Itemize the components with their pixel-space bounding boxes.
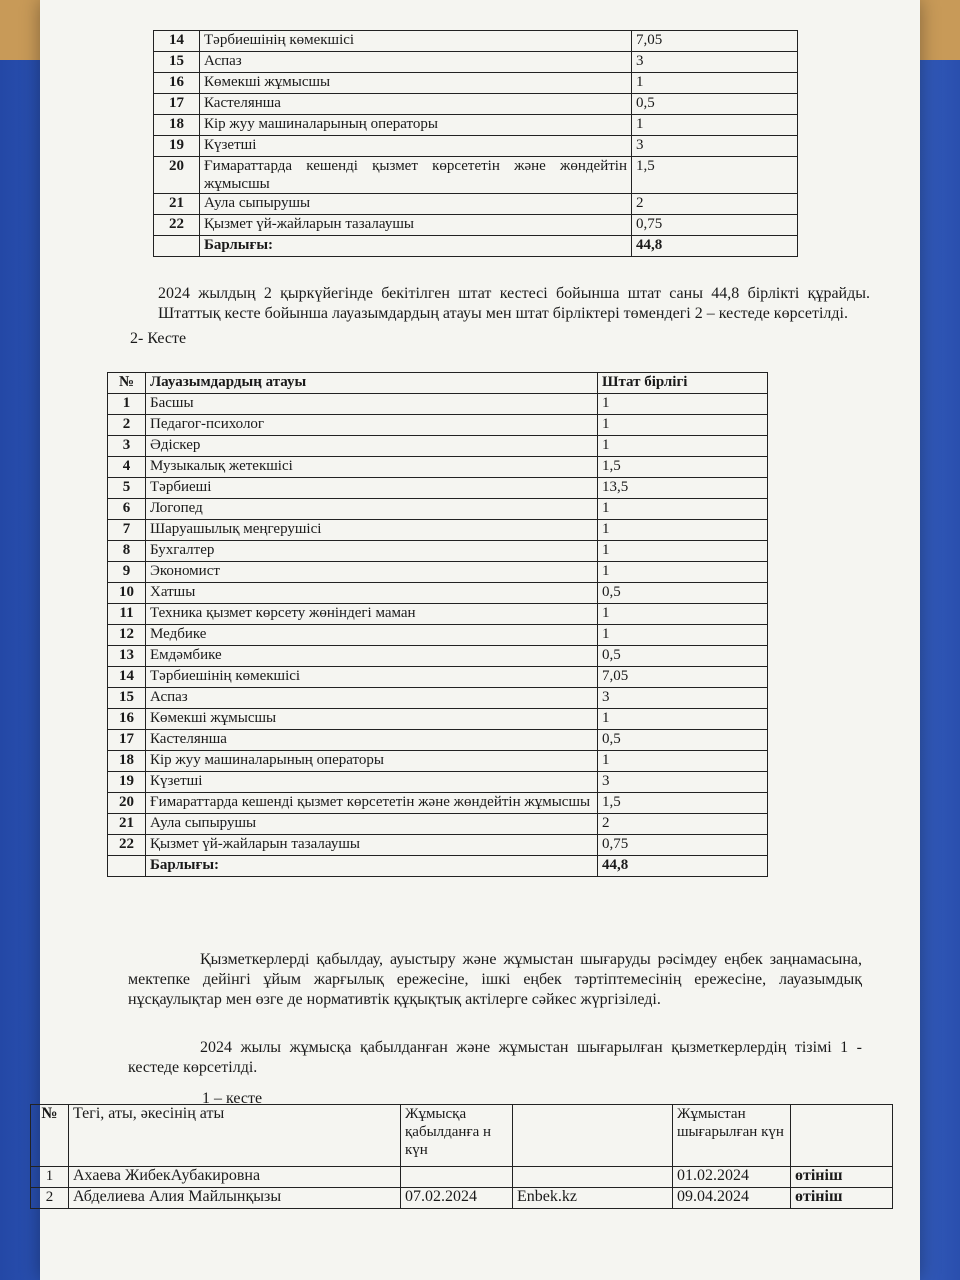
table-row: 20 Ғимараттарда кешенді қызмет көрсететін және жөндейтін жұмысшы 1,5 xyxy=(154,157,798,194)
table-row: 15 Аспаз 3 xyxy=(154,52,798,73)
table-1-caption: 1 – кесте xyxy=(202,1090,263,1107)
table-row: 3 Әдіскер 1 xyxy=(108,436,768,457)
table-row: 2 Абделиева Алия Майлынқызы 07.02.2024 Enbek.kz 09.04.2024 өтініш xyxy=(31,1188,893,1209)
staff-count-paragraph: 2024 жылдың 2 қыркүйегінде бекітілген штат кестесі бойынша штат саны 44,8 бірлікті құрайды. Штаттық кесте бойынша лауазымдардың атауы мен штат бірліктері төмендегі 2 – кестеде көрсетілді. xyxy=(158,285,870,322)
table-row: 2 Педагог-психолог 1 xyxy=(108,415,768,436)
table-row: 20 Ғимараттарда кешенді қызмет көрсететін және жөндейтін жұмысшы 1,5 xyxy=(108,793,768,814)
table-row: 14 Тәрбиешінің көмекшісі 7,05 xyxy=(154,31,798,52)
table-header-row: № Тегі, аты, әкесінің аты Жұмысқа қабылданға н күн Жұмыстан шығарылған күн xyxy=(31,1105,893,1167)
table-row: 1 Ахаева ЖибекАубакировна 01.02.2024 өтініш xyxy=(31,1167,893,1188)
table-row: 18 Кір жуу машиналарының операторы 1 xyxy=(154,115,798,136)
table-row: 11 Техника қызмет көрсету жөніндегі маман 1 xyxy=(108,604,768,625)
table-row: 7 Шаруашылық меңгерушісі 1 xyxy=(108,520,768,541)
table-row: 13 Емдәмбике 0,5 xyxy=(108,646,768,667)
table-total-row: Барлығы: 44,8 xyxy=(108,856,768,877)
table-row: 1 Басшы 1 xyxy=(108,394,768,415)
table-row: 4 Музыкалық жетекшісі 1,5 xyxy=(108,457,768,478)
table-row: 10 Хатшы 0,5 xyxy=(108,583,768,604)
table-header-row: № Лауазымдардың атауы Штат бірлігі xyxy=(108,373,768,394)
table-row: 21 Аула сыпырушы 2 xyxy=(108,814,768,835)
table-row: 9 Экономист 1 xyxy=(108,562,768,583)
hiring-rules-paragraph: Қызметкерлерді қабылдау, ауыстыру және жұмыстан шығаруды рәсімдеу еңбек заңнамасына, мектепке дейінгі ұйым жарғылық ережесіне, ішкі еңбек тәртіптемесінің ережесіне, лауазымдық нұсқаулықтар мен өзге де нормативтік құқықтық актілерге сәйкес жүргізіледі. xyxy=(128,951,862,1008)
table-2-caption: 2- Кесте xyxy=(130,330,187,347)
table-row: 18 Кір жуу машиналарының операторы 1 xyxy=(108,751,768,772)
table-row: 22 Қызмет үй-жайларын тазалаушы 0,75 xyxy=(154,215,798,236)
table-total-row: Барлығы: 44,8 xyxy=(154,236,798,257)
document-page xyxy=(40,0,920,1280)
table-row: 15 Аспаз 3 xyxy=(108,688,768,709)
staff-table-2 xyxy=(107,372,768,877)
table-row: 17 Кастелянша 0,5 xyxy=(108,730,768,751)
table-row: 19 Күзетші 3 xyxy=(154,136,798,157)
table-row: 5 Тәрбиеші 13,5 xyxy=(108,478,768,499)
table-row: 6 Логопед 1 xyxy=(108,499,768,520)
table-row: 16 Көмекші жұмысшы 1 xyxy=(154,73,798,94)
table-row: 12 Медбике 1 xyxy=(108,625,768,646)
staff-table-continued xyxy=(153,30,798,257)
employee-list-paragraph: 2024 жылы жұмысқа қабылданған және жұмыстан шығарылған қызметкерлердің тізімі 1 - кестеде көрсетілді. xyxy=(128,1039,862,1076)
table-row: 22 Қызмет үй-жайларын тазалаушы 0,75 xyxy=(108,835,768,856)
table-row: 8 Бухгалтер 1 xyxy=(108,541,768,562)
hired-dismissed-table xyxy=(30,1104,893,1209)
table-row: 17 Кастелянша 0,5 xyxy=(154,94,798,115)
table-row: 21 Аула сыпырушы 2 xyxy=(154,194,798,215)
table-row: 16 Көмекші жұмысшы 1 xyxy=(108,709,768,730)
table-row: 14 Тәрбиешінің көмекшісі 7,05 xyxy=(108,667,768,688)
table-row: 19 Күзетші 3 xyxy=(108,772,768,793)
